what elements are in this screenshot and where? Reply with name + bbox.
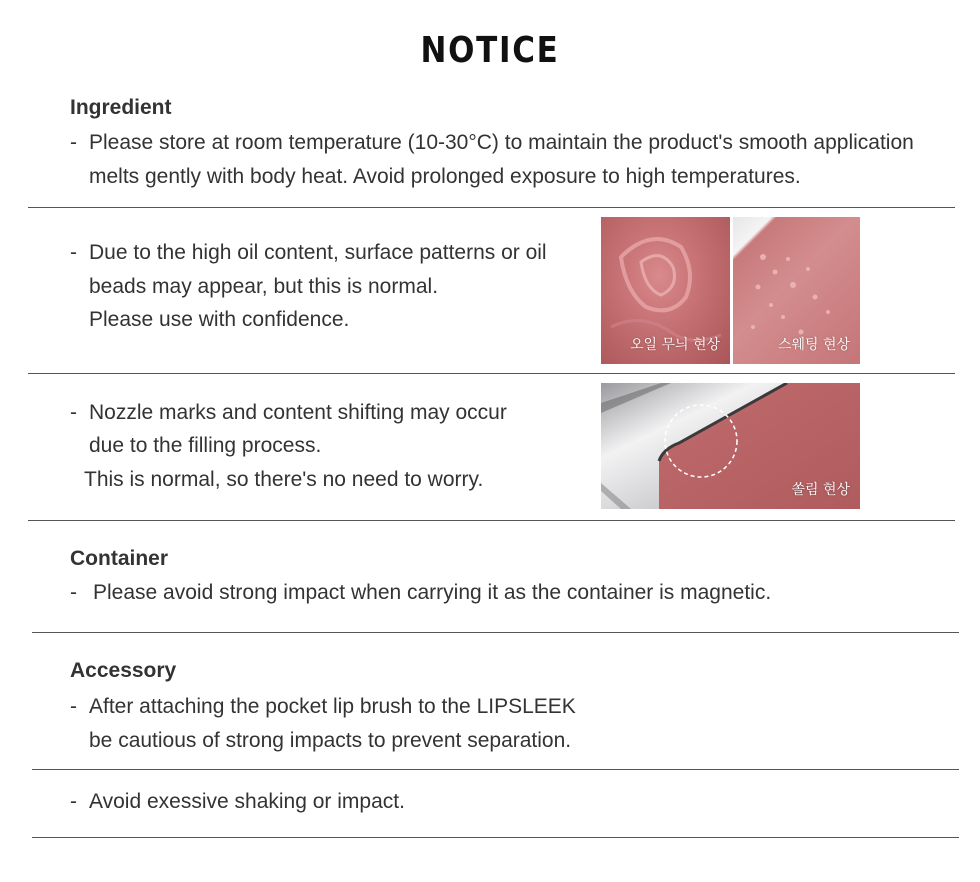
nozzle-line-2: due to the filling process. <box>89 434 322 457</box>
bullet-dash: - <box>70 401 77 424</box>
divider <box>32 632 959 633</box>
bullet-dash: - <box>70 790 77 813</box>
bullet-dash: - <box>70 695 77 718</box>
ingredient-line-1: Please store at room temperature (10-30°C) to maintain the product's smooth application <box>89 131 914 154</box>
accessory-line-2: be cautious of strong impacts to prevent separation. <box>89 729 572 752</box>
ingredient-heading: Ingredient <box>70 96 172 119</box>
nozzle-line-1: Nozzle marks and content shifting may occur <box>89 401 507 424</box>
ingredient-line-2: melts gently with body heat. Avoid prolonged exposure to high temperatures. <box>89 165 801 188</box>
shifting-photo <box>601 383 860 509</box>
bullet-dash: - <box>70 581 77 604</box>
container-line-1: Please avoid strong impact when carrying it as the container is magnetic. <box>93 581 772 604</box>
oil-line-1: Due to the high oil content, surface patterns or oil <box>89 241 547 264</box>
oil-line-2: beads may appear, but this is normal. <box>89 275 439 298</box>
sweating-photo <box>733 217 860 364</box>
accessory-line-3: Avoid exessive shaking or impact. <box>89 790 405 813</box>
divider <box>32 837 959 838</box>
divider <box>28 373 955 374</box>
photo-caption: 오일 무늬 현상 <box>629 337 720 353</box>
page-title: NOTICE <box>420 30 560 71</box>
oil-pattern-photo <box>601 217 730 364</box>
bullet-dash: - <box>70 131 77 154</box>
divider <box>28 520 955 521</box>
nozzle-line-3: This is normal, so there's no need to worry. <box>84 468 484 491</box>
divider <box>28 207 955 208</box>
container-heading: Container <box>70 547 169 570</box>
photo-caption: 스웨팅 현상 <box>777 337 850 353</box>
bullet-dash: - <box>70 241 77 264</box>
oil-line-3: Please use with confidence. <box>89 308 350 331</box>
photo-caption: 쏠림 현상 <box>791 482 850 498</box>
accessory-line-1: After attaching the pocket lip brush to the LIPSLEEK <box>89 695 576 718</box>
divider <box>32 769 959 770</box>
accessory-heading: Accessory <box>70 659 177 682</box>
